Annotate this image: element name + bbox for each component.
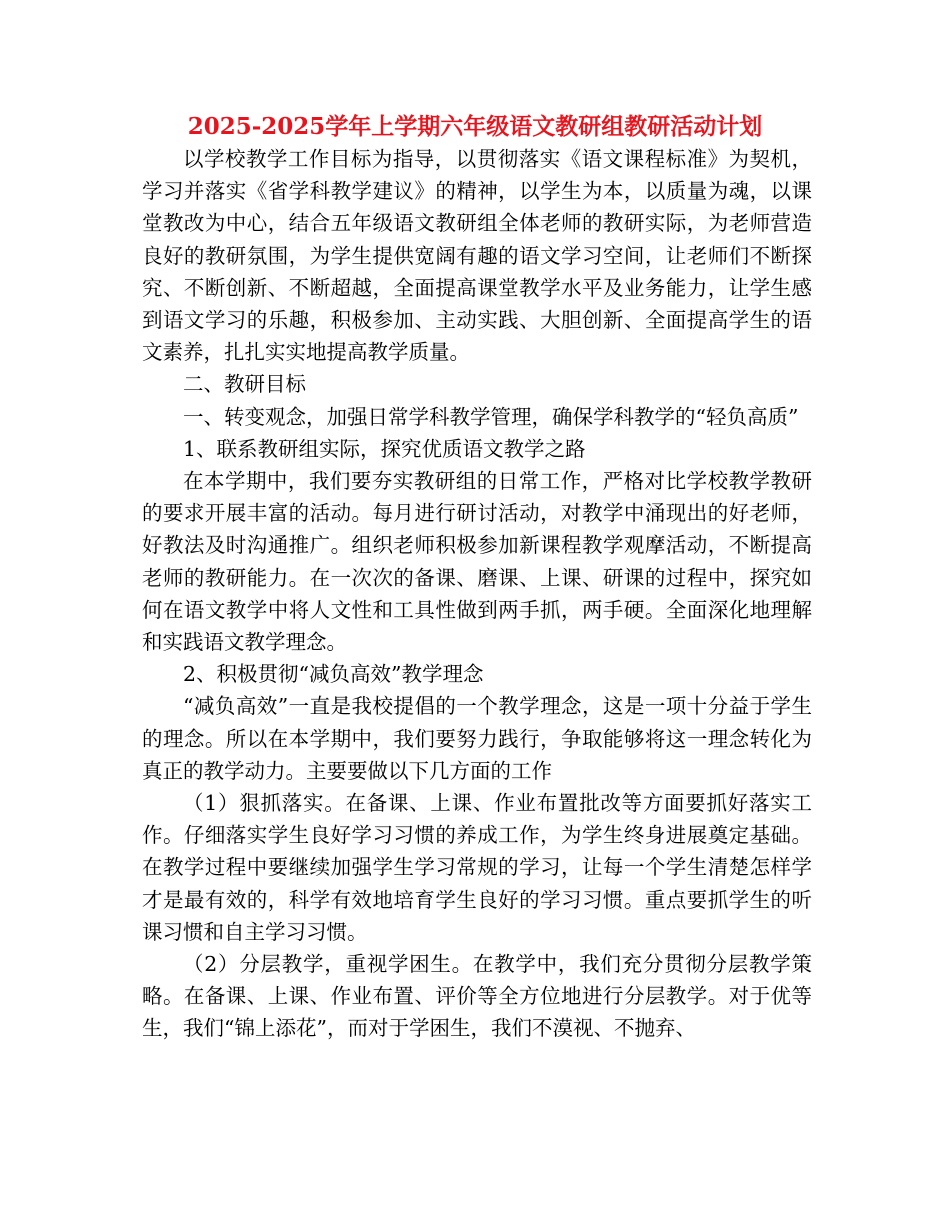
paragraph-point-2: （2）分层教学，重视学困生。在教学中，我们充分贯彻分层教学策略。在备课、上课、作业布置、评价等全方位地进行分层教学。对于优等生，我们“锦上添花”，而对于学困生，我们不漠视、不抛弃、 (142, 952, 812, 1041)
document-title: 2025-2025学年上学期六年级语文教研组教研活动计划 (187, 113, 763, 140)
subsection-heading-1: 一、转变观念，加强日常学科教学管理，确保学科教学的“轻负高质” (183, 404, 799, 429)
paragraph-point-1: （1）狠抓落实。在备课、上课、作业布置批改等方面要抓好落实工作。仔细落实学生良好学习习惯的养成工作，为学生终身进展奠定基础。在教学过程中要继续加强学生学习常规的学习，让每一个学生清楚怎样学才是最有效的，科学有效地培育学生良好的学习习惯。重点要抓学生的听课习惯和自主学习习惯。 (142, 791, 812, 944)
section-heading-goals: 二、教研目标 (183, 372, 306, 397)
item-heading-1: 1、联系教研组实际，探究优质语文教学之路 (183, 436, 586, 461)
document-body (142, 143, 812, 1045)
paragraph-intro: 以学校教学工作目标为指导，以贯彻落实《语文课程标准》为契机，学习并落实《省学科教学建议》的精神，以学生为本，以质量为魂，以课堂教改为中心，结合五年级语文教研组全体老师的教研实际，为老师营造良好的教研氛围，为学生提供宽阔有趣的语文学习空间，让老师们不断探究、不断创新、不断超越，全面提高课堂教学水平及业务能力，让学生感到语文学习的乐趣，积极参加、主动实践、大胆创新、全面提高学生的语文素养，扎扎实实地提高教学质量。 (142, 147, 812, 365)
item-heading-2: 2、积极贯彻“减负高效”教学理念 (183, 662, 484, 687)
paragraph-item-1: 在本学期中，我们要夯实教研组的日常工作，严格对比学校教学教研的要求开展丰富的活动。每月进行研讨活动，对教学中涌现出的好老师，好教法及时沟通推广。组织老师积极参加新课程教学观摩活动，不断提高老师的教研能力。在一次次的备课、磨课、上课、研课的过程中，探究如何在语文教学中将人文性和工具性做到两手抓，两手硬。全面深化地理解和实践语文教学理念。 (142, 469, 812, 655)
paragraph-item-2: “减负高效”一直是我校提倡的一个教学理念，这是一项十分益于学生的理念。所以在本学期中，我们要努力践行，争取能够将这一理念转化为真正的教学动力。主要要做以下几方面的工作 (142, 694, 812, 783)
